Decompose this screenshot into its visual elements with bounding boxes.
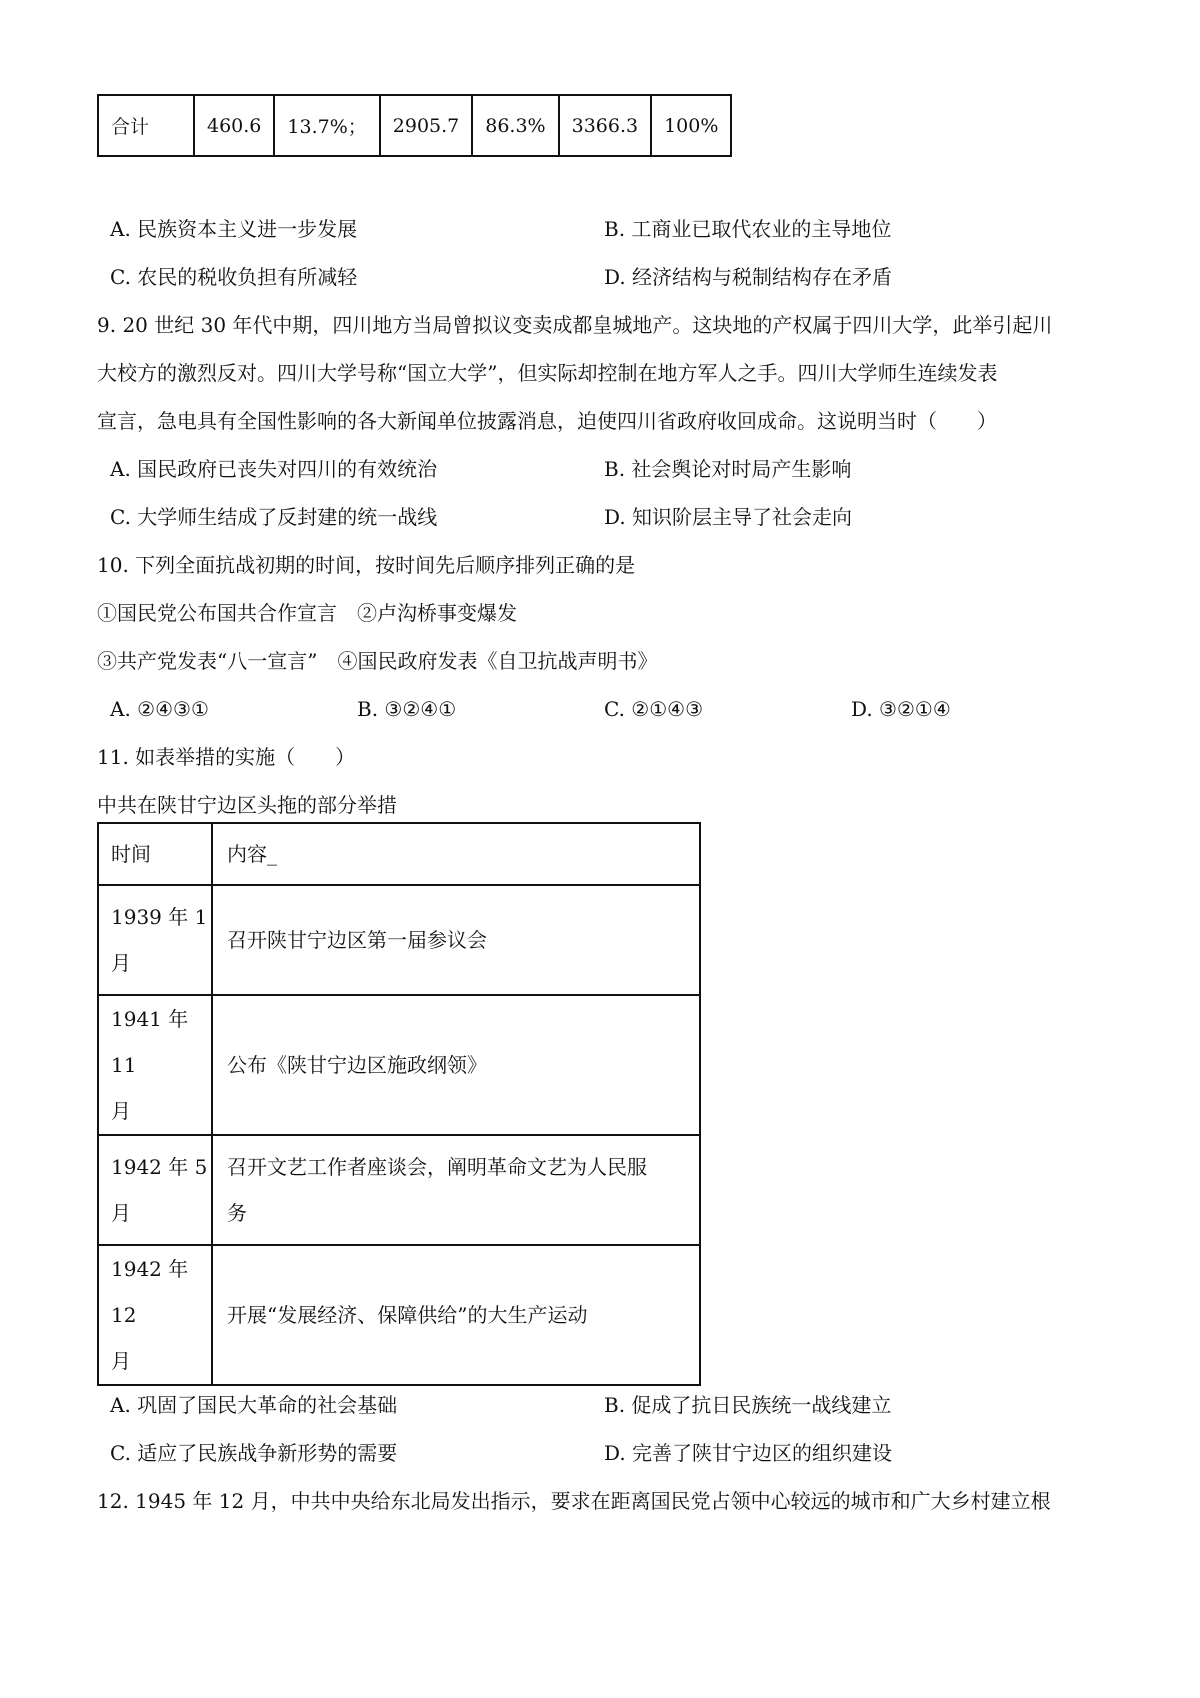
- table-row: [98, 1245, 700, 1385]
- table-row: [98, 885, 700, 995]
- table-cell-time: [98, 1245, 212, 1385]
- table-cell: 13.7%；: [274, 95, 379, 156]
- q10-stem: 10. 下列全面抗战初期的时间，按时间先后顺序排列正确的是: [97, 553, 636, 577]
- q9-stem-line-3: 宣言，急电具有全国性影响的各大新闻单位披露消息，迫使四川省政府收回成命。这说明当时（ ）: [97, 409, 997, 433]
- q9-option-c: C. 大学师生结成了反封建的统一战线: [110, 505, 438, 529]
- q11-option-c: C. 适应了民族战争新形势的需要: [110, 1441, 398, 1465]
- time-line: 1942 年 5: [111, 1155, 208, 1179]
- table-row: [98, 1135, 700, 1245]
- table-cell-time: [98, 1135, 212, 1245]
- table-cell: 3366.3: [559, 95, 651, 156]
- q9-stem-line-1: 9. 20 世纪 30 年代中期，四川地方当局曾拟议变卖成都皇城地产。这块地的产权属于四川大学，此举引起川: [97, 313, 1053, 337]
- table-cell-content: [212, 1245, 700, 1385]
- table-cell-time: [98, 995, 212, 1135]
- time-line: 1941 年 11: [111, 1007, 189, 1077]
- q11-option-a: A. 巩固了国民大革命的社会基础: [110, 1393, 398, 1417]
- content-line: 公布《陕甘宁边区施政纲领》: [227, 1053, 487, 1077]
- q11-stem: 11. 如表举措的实施（ ）: [97, 745, 356, 769]
- q8-option-c: C. 农民的税收负担有所减轻: [110, 265, 358, 289]
- q8-option-d: D. 经济结构与税制结构存在矛盾: [604, 265, 893, 289]
- table-cell-content: [212, 1135, 700, 1245]
- content-line: 召开陕甘宁边区第一届参议会: [227, 928, 487, 952]
- q11-option-b: B. 促成了抗日民族统一战线建立: [604, 1393, 892, 1417]
- q10-option-a: A. ②④③①: [110, 697, 209, 721]
- content-line: 开展“发展经济、保障供给”的大生产运动: [227, 1303, 588, 1327]
- q10-option-b: B. ③②④①: [357, 697, 457, 721]
- q10-option-d: D. ③②①④: [851, 697, 951, 721]
- time-line: 1942 年 12: [111, 1257, 189, 1327]
- summary-table: [97, 94, 732, 157]
- table-cell: 86.3%: [472, 95, 558, 156]
- table-header-time: 时间: [98, 823, 212, 885]
- table-header-content: 内容_: [212, 823, 700, 885]
- q11-table-caption: 中共在陕甘宁边区头拖的部分举措: [97, 793, 397, 817]
- q9-stem-line-2: 大校方的激烈反对。四川大学号称“国立大学”，但实际却控制在地方军人之手。四川大学师生连续发表: [97, 361, 998, 385]
- table-cell-content: [212, 885, 700, 995]
- q10-items-line-2: ③共产党发表“八一宣言” ④国民政府发表《自卫抗战声明书》: [97, 649, 658, 673]
- table-row: [98, 95, 731, 156]
- table-cell: 100%: [651, 95, 731, 156]
- q10-items-line-1: ①国民党公布国共合作宣言 ②卢沟桥事变爆发: [97, 601, 517, 625]
- q12-stem-line-1: 12. 1945 年 12 月，中共中央给东北局发出指示，要求在距离国民党占领中心较远的城市和广大乡村建立根: [97, 1489, 1051, 1513]
- table-cell: 合计: [98, 95, 194, 156]
- table-cell-content: [212, 995, 700, 1135]
- table-cell: 2905.7: [380, 95, 472, 156]
- table-header-row: [98, 823, 700, 885]
- q9-option-b: B. 社会舆论对时局产生影响: [604, 457, 852, 481]
- q10-option-c: C. ②①④③: [604, 697, 704, 721]
- time-line: 月: [111, 1349, 131, 1373]
- content-line: 务: [227, 1201, 247, 1225]
- time-line: 月: [111, 1201, 131, 1225]
- table-row: [98, 995, 700, 1135]
- q8-option-a: A. 民族资本主义进一步发展: [110, 217, 358, 241]
- table-cell: 460.6: [194, 95, 274, 156]
- table-cell-time: [98, 885, 212, 995]
- q9-option-a: A. 国民政府已丧失对四川的有效统治: [110, 457, 438, 481]
- time-line: 月: [111, 1099, 131, 1123]
- q9-option-d: D. 知识阶层主导了社会走向: [604, 505, 853, 529]
- time-line: 1939 年 1: [111, 905, 208, 929]
- time-line: 月: [111, 951, 131, 975]
- content-line: 召开文艺工作者座谈会，阐明革命文艺为人民服: [227, 1155, 647, 1179]
- measures-table: [97, 822, 701, 1386]
- q8-option-b: B. 工商业已取代农业的主导地位: [604, 217, 892, 241]
- q11-option-d: D. 完善了陕甘宁边区的组织建设: [604, 1441, 893, 1465]
